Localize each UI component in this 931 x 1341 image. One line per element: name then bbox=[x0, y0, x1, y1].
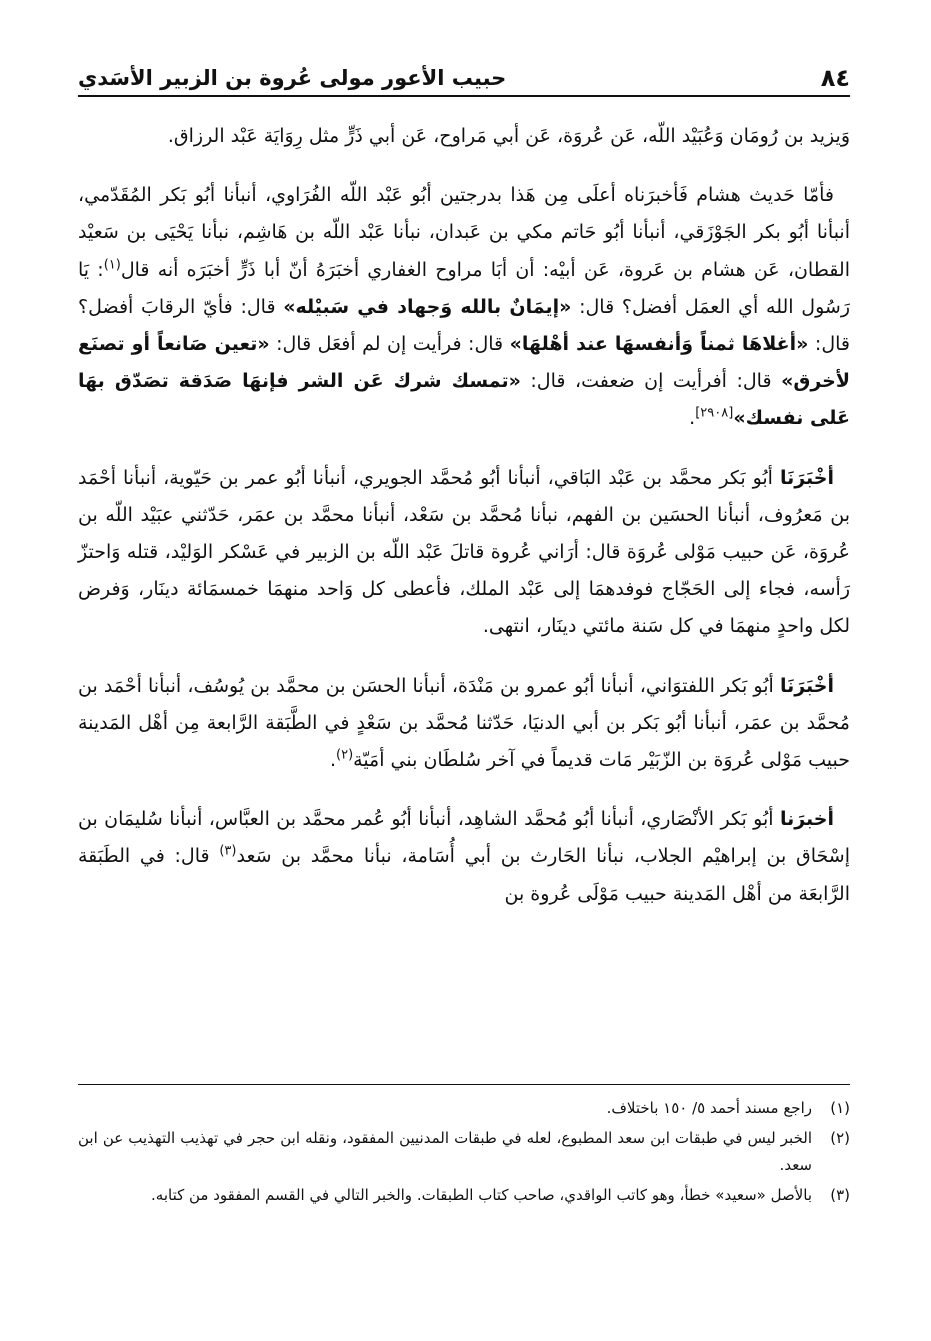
paragraph-text: أبُو بَكر الأنْصَاري، أنبأنا أبُو مُحمَّد الشاهِد، أنبأنا أبُو عُمر محمَّد بن العبَّاس، أنبأنا سُليمَان بن إسْحَاق بن إبراهيْم الجلاب، نبأنا الحَارث بن أبي أُسَامة، نبأنا محمَّد بن سَعد bbox=[78, 808, 850, 868]
paragraph-2 bbox=[78, 177, 850, 437]
footnote-1 bbox=[78, 1095, 850, 1122]
footnote-ref-1[interactable]: (١) bbox=[103, 257, 121, 273]
footnotes bbox=[78, 1084, 850, 1212]
paragraph-5 bbox=[78, 801, 850, 913]
paragraph-lead: أخبرَنا bbox=[779, 808, 834, 831]
footnote-ref-3[interactable]: (٣) bbox=[219, 844, 237, 860]
paragraph-text: وَيزيد بن رُومَان وَعُبَيْد اللّه، عَن عُروَة، عَن أبي مَراوح، عَن أبي ذَرٍّ مثل رِوَايَة عَبْد الرزاق. bbox=[167, 125, 850, 147]
footnote-text: بالأصل «سعيد» خطأ، وهو كاتب الواقدي، صاحب كتاب الطبقات. والخبر التالي في القسم المفقود من كتابه. bbox=[151, 1186, 812, 1204]
paragraph-end: . bbox=[689, 407, 696, 430]
paragraph-1 bbox=[78, 118, 850, 155]
paragraph-3 bbox=[78, 460, 850, 646]
hadith-quote: «إيمَانٌ بالله وَجهاد في سَبيْله» bbox=[283, 295, 572, 318]
paragraph-text: قال: أفرأيت إن ضعفت، قال: bbox=[520, 370, 782, 393]
hadith-number: [٢٩٠٨] bbox=[695, 406, 734, 422]
hadith-quote: «تعين صَانعاً أو تصنَع لأخرق» bbox=[78, 333, 850, 393]
paragraph-text: أبُو بَكر اللفتوَاني، أنبأنا أبُو عمرو بن مَنْدَة، أنبأنا الحسَن بن محمَّد بن يُوسُف، أنبأنا أحْمَد بن مُحمَّد بن عمَر، أنبأنا أبُو بَكر بن أبي الدنيَا، حَدّثنا مُحمَّد بن سَعْدٍ في الطَّبَقة الرَّابعة مِن أهْل المَدينة حبيب مَوْلى عُروَة بن الزّبَيْر مَات قديماً في آخر سُلطَان بني أمَيّة bbox=[78, 674, 850, 772]
paragraph-lead: أخْبَرَنَا bbox=[779, 674, 834, 697]
paragraph-text: : يَا رَسُول الله أي العمَل أفضل؟ قال: bbox=[78, 258, 850, 318]
footnote-3 bbox=[78, 1182, 850, 1209]
paragraph-text: أبُو بَكر محمَّد بن عَبْد البَاقي، أنبأنا أبُو مُحمَّد الجويري، أنبأنا أبُو عمر بن حَيّوية، أنبأنا أحْمَد بن مَعرُوف، أنبأنا الحسَين بن الفهم، نبأنا مُحمَّد بن سَعْد، أنبأنا محمَّد بن عمَر، حَدّثني عبَيْد اللّه بن عُروَة، عَن حبيب مَوْلى عُروَة قال: أرَاني عُروة قاتلَ عَبْد اللّه بن الزبير في عَسْكر الوَليْد، قتله وَاحتزّ رَأسه، فجاء إلى الحَجّاج فوفدهمَا إلى عَبْد الملك، فأعطى كل وَاحد منهمَا خمسمَائة دينَار، وَفرض لكل واحدٍ منهمَا في كل سَنة مائتي دينَار، انتهى. bbox=[78, 466, 850, 638]
footnote-2 bbox=[78, 1125, 850, 1179]
running-title: حبيب الأعور مولى عُروة بن الزبير الأسَدي bbox=[78, 66, 507, 90]
paragraph-text: فأمّا حَديث هشام فَأخبرَناه أعلَى مِن هَذا بدرجتين أبُو عَبْد اللّه الفُرَاوي، أنبأنا أبُو بَكر المُقَدّمي، أنبأنا أبُو بكر الجَوْزَقي، أنبأنا أبُو حَاتم مكي بن عَبدان، نبأنا عَبْد اللّه بن هَاشِم، نبأنا يَحْيَى بن سَعيْد القطان، عَن هشام بن عَروة، عَن أبيْه: أن أبَا مراوح الغفاري أخبَرَهُ أنّ أبا ذَرٍّ أخبَرَه أنه قال bbox=[78, 184, 850, 281]
hadith-quote: «أغلاهَا ثمناً وَأنفسهَا عند أهْلهَا» bbox=[509, 333, 809, 356]
paragraph-4 bbox=[78, 668, 850, 780]
footnote-number: (١) bbox=[830, 1099, 850, 1117]
paragraph-lead: أخْبَرَنَا bbox=[779, 466, 834, 489]
page-header bbox=[78, 54, 850, 94]
main-text bbox=[78, 118, 850, 935]
footnote-text: الخبر ليس في طبقات ابن سعد المطبوع، لعله في طبقات المدنيين المفقود، ونقله ابن حجر في تهذيب التهذيب عن ابن سعد. bbox=[78, 1129, 812, 1174]
footnote-text: راجع مسند أحمد ٥/ ١٥٠ باختلاف. bbox=[606, 1099, 812, 1117]
page-number: ٨٤ bbox=[820, 64, 850, 92]
footnote-number: (٣) bbox=[830, 1186, 850, 1204]
header-rule bbox=[78, 95, 850, 97]
paragraph-text: قال: في الطَبَقة الرَّابعَة من أهْل المَدينة حبيب مَوْلَى عُروة بن bbox=[78, 845, 850, 905]
footnote-ref-2[interactable]: (٢) bbox=[336, 747, 354, 763]
paragraph-end: . bbox=[329, 749, 336, 772]
hadith-quote: «تمسك شرك عَن الشر فإنهَا صَدَقة تصَدّق بهَا عَلى نفسك» bbox=[78, 370, 850, 430]
paragraph-text: قال: فرأيت إن لم أفعَل قال: bbox=[269, 333, 510, 356]
paragraph-text: قال: فأيّ الرقابَ أفضل؟ قال: bbox=[78, 295, 851, 356]
footnote-number: (٢) bbox=[830, 1129, 850, 1147]
